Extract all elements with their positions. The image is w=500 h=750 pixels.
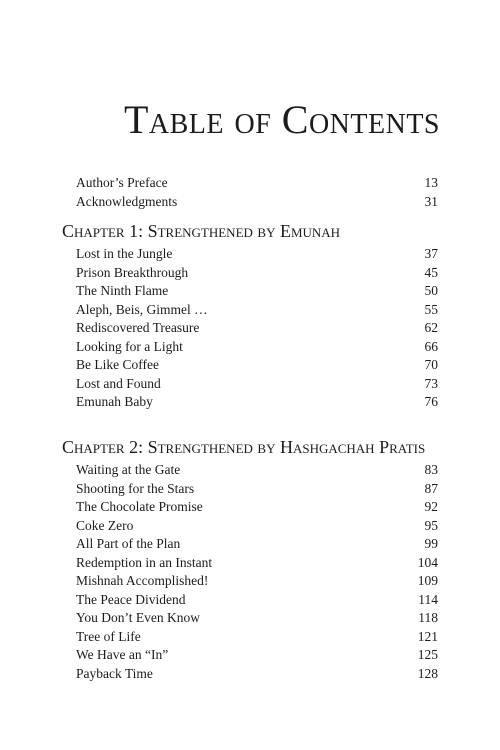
entry-page-number: 99 bbox=[424, 536, 438, 551]
entry-page-number: 92 bbox=[424, 499, 438, 514]
entry-title: Mishnah Accomplished! bbox=[76, 573, 209, 588]
toc-entry[interactable] bbox=[62, 572, 438, 591]
entry-title: The Peace Dividend bbox=[76, 591, 186, 607]
toc-entry[interactable] bbox=[62, 591, 438, 610]
chapter-heading: Chapter 1: Strengthened by Emunah bbox=[62, 221, 341, 241]
entry-title: Prison Breakthrough bbox=[76, 264, 189, 280]
entry-title: Aleph, Beis, Gimmel … bbox=[76, 301, 208, 317]
entry-title: Tree of Life bbox=[76, 628, 141, 644]
toc-entry[interactable] bbox=[62, 375, 438, 394]
entry-page-number: 66 bbox=[424, 338, 438, 354]
toc-entry[interactable] bbox=[62, 517, 438, 536]
entry-title: Looking for a Light bbox=[76, 338, 183, 354]
toc-entry[interactable] bbox=[62, 554, 438, 573]
toc-entry[interactable] bbox=[62, 338, 438, 357]
chapter-1-entries bbox=[62, 245, 438, 412]
chapter-1-section bbox=[62, 221, 438, 412]
entry-page-number: 128 bbox=[417, 665, 438, 681]
entry-page-number: 118 bbox=[418, 610, 438, 625]
entry-title: We Have an “In” bbox=[76, 647, 169, 662]
entry-page-number: 62 bbox=[424, 320, 438, 335]
entry-title: Redemption in an Instant bbox=[76, 554, 213, 570]
entry-title: All Part of the Plan bbox=[76, 536, 181, 551]
entry-page-number: 114 bbox=[418, 591, 438, 607]
entry-page-number: 104 bbox=[417, 554, 438, 570]
entry-title: Emunah Baby bbox=[76, 394, 153, 409]
toc-entry[interactable] bbox=[62, 301, 438, 320]
entry-page-number: 55 bbox=[424, 301, 438, 317]
toc-entry[interactable] bbox=[62, 535, 438, 554]
toc-entry[interactable] bbox=[62, 480, 438, 499]
chapter-2-entries bbox=[62, 461, 438, 683]
page-title: Table of Contents bbox=[123, 97, 440, 142]
entry-page-number: 87 bbox=[424, 480, 438, 496]
entry-page-number: 125 bbox=[417, 647, 438, 662]
toc-entry[interactable] bbox=[62, 609, 438, 628]
entry-page-number: 121 bbox=[417, 628, 438, 644]
front-matter-section bbox=[62, 174, 438, 211]
entry-page-number: 45 bbox=[424, 264, 438, 280]
toc-entry[interactable] bbox=[62, 264, 438, 283]
front-matter-list bbox=[62, 174, 438, 211]
entry-page-number: 95 bbox=[424, 517, 438, 533]
entry-title: You Don’t Even Know bbox=[76, 610, 201, 625]
toc-entry[interactable] bbox=[62, 461, 438, 480]
entry-title: Lost in the Jungle bbox=[76, 246, 173, 261]
entry-title: Rediscovered Treasure bbox=[76, 320, 200, 335]
entry-page-number: 70 bbox=[424, 357, 438, 372]
entry-title: Lost and Found bbox=[76, 375, 161, 391]
entry-title: Coke Zero bbox=[76, 517, 134, 533]
entry-title: Waiting at the Gate bbox=[76, 462, 181, 477]
entry-title: The Chocolate Promise bbox=[76, 499, 203, 514]
toc-entry[interactable] bbox=[62, 245, 438, 264]
entry-title: Payback Time bbox=[76, 665, 153, 681]
toc-entry[interactable] bbox=[62, 646, 438, 665]
entry-page-number: 50 bbox=[424, 283, 438, 298]
entry-page-number: 31 bbox=[424, 193, 438, 209]
entry-title: The Ninth Flame bbox=[76, 283, 169, 298]
entry-title: Shooting for the Stars bbox=[76, 480, 195, 496]
toc-entry[interactable] bbox=[62, 282, 438, 301]
toc-entry[interactable] bbox=[62, 393, 438, 412]
entry-title: Acknowledgments bbox=[76, 193, 178, 209]
chapter-2-section bbox=[62, 437, 438, 683]
toc-entry[interactable] bbox=[62, 665, 438, 684]
entry-page-number: 109 bbox=[417, 573, 438, 588]
toc-entry[interactable] bbox=[62, 319, 438, 338]
entry-page-number: 37 bbox=[424, 246, 438, 261]
toc-entry[interactable] bbox=[62, 174, 438, 193]
toc-entry[interactable] bbox=[62, 356, 438, 375]
chapter-heading: Chapter 2: Strengthened by Hashgachah Pratis bbox=[62, 437, 426, 457]
toc-entry[interactable] bbox=[62, 193, 438, 212]
entry-page-number: 13 bbox=[424, 175, 438, 190]
entry-title: Be Like Coffee bbox=[76, 357, 159, 372]
entry-page-number: 73 bbox=[424, 375, 438, 391]
entry-page-number: 83 bbox=[424, 462, 438, 477]
toc-entry[interactable] bbox=[62, 498, 438, 517]
toc-entry[interactable] bbox=[62, 628, 438, 647]
entry-title: Author’s Preface bbox=[76, 175, 168, 190]
entry-page-number: 76 bbox=[424, 394, 438, 409]
